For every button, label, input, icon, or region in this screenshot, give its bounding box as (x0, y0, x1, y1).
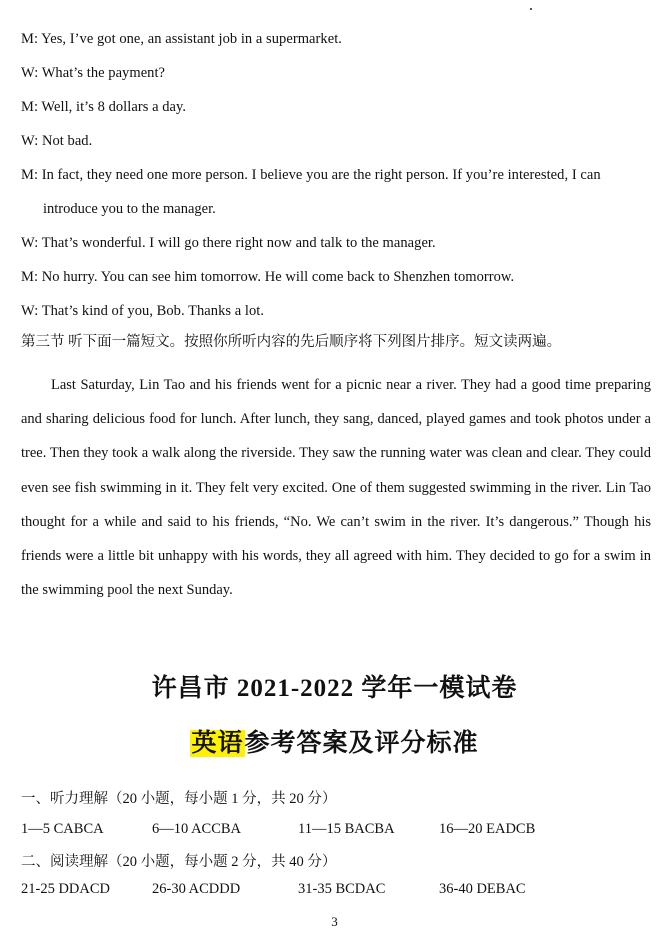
dialogue-line-3: M: Well, it’s 8 dollars a day. (21, 99, 187, 115)
answer-group: 21-25 DDACD (21, 881, 111, 897)
dialogue-line-8: W: That’s kind of you, Bob. Thanks a lot. (21, 303, 265, 319)
dialogue-line-5: M: In fact, they need one more person. I believe you are the right person. If you’re interested, I can (21, 167, 601, 183)
answer-group: 11—15 BACBA (298, 821, 395, 837)
dialogue-line-1: M: Yes, I’ve got one, an assistant job in a supermarket. (21, 31, 342, 47)
answer-group: 31-35 BCDAC (298, 881, 386, 897)
section3-title: 第三节 听下面一篇短文。按照你所听内容的先后顺序将下列图片排序。短文读两遍。 (21, 334, 562, 350)
answer-group: 26-30 ACDDD (152, 881, 241, 897)
part2-heading: 二、阅读理解（20 小题，每小题 2 分，共 40 分） (21, 854, 337, 870)
answer-key-title-rest: 参考答案及评分标准 (244, 730, 479, 757)
dialogue-line-2: W: What’s the payment? (21, 65, 166, 81)
answer-group: 1—5 CABCA (21, 821, 104, 837)
listening-passage: Last Saturday, Lin Tao and his friends went for a picnic near a river. They had a good time preparing and sharing delicious food for lunch. After lunch, they sang, danced, played games and took photos under a tree. Then they took a walk along the riverside. They saw the running water was clean and clear. They could even see fish swimming in it. They felt very excited. One of them suggested swimming in the river. Lin Tao thought for a while and said to his friends, “No. We can’t swim in the river. It’s dangerous.” Though his friends were a little bit unhappy with his words, they all agreed with him. They decided to go for a swim in the swimming pool the next Sunday. (21, 377, 651, 599)
dialogue-line-4: W: Not bad. (21, 133, 93, 149)
dialogue-line-5-cont: introduce you to the manager. (43, 201, 216, 217)
dialogue-line-6: W: That’s wonderful. I will go there right now and talk to the manager. (21, 235, 436, 251)
exam-title: 许昌市 2021-2022 学年一模试卷 (151, 675, 518, 702)
part1-heading: 一、听力理解（20 小题，每小题 1 分，共 20 分） (21, 791, 337, 807)
subject-highlight: 英语 (191, 730, 244, 757)
answer-group: 6—10 ACCBA (152, 821, 242, 837)
scan-dot (530, 8, 532, 10)
dialogue-line-7: M: No hurry. You can see him tomorrow. He will come back to Shenzhen tomorrow. (21, 269, 515, 285)
answer-group: 16—20 EADCB (439, 821, 536, 837)
answer-group: 36-40 DEBAC (439, 881, 526, 897)
answer-key-title (0, 723, 669, 759)
page-number: 3 (331, 914, 338, 929)
